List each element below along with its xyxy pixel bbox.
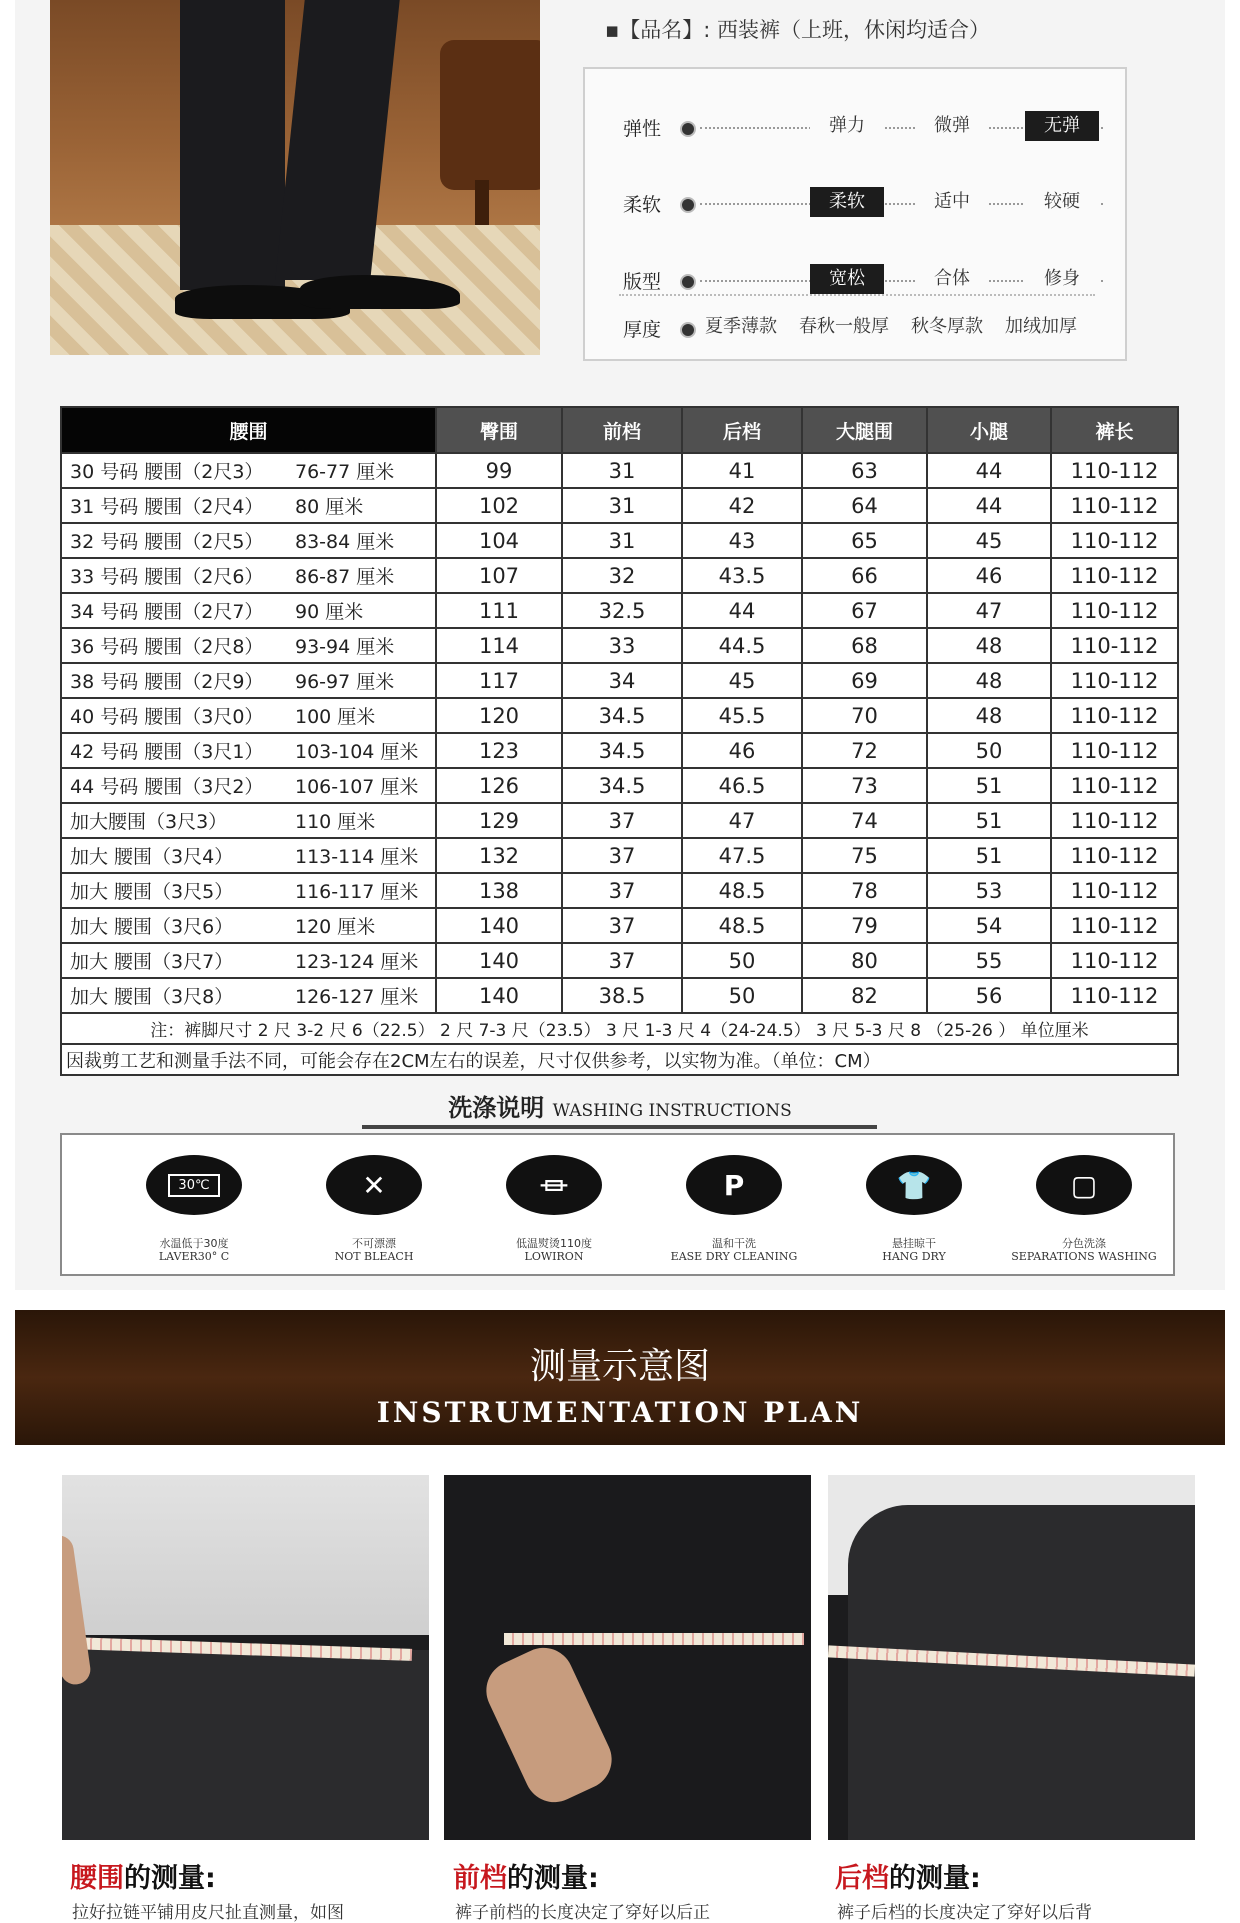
attr-row-softness [585, 182, 1125, 222]
hip-cell: 120 [436, 698, 562, 733]
size-label: 30 号码 腰围（2尺3） [70, 461, 264, 483]
waist-measure-photo [62, 1475, 429, 1840]
banner-title-en: INSTRUMENTATION PLAN [376, 1396, 864, 1429]
table-row [61, 698, 1178, 733]
wash-30-icon: 30℃ [146, 1155, 242, 1215]
thigh-cell: 74 [802, 803, 927, 838]
table-row [61, 838, 1178, 873]
calf-cell: 45 [927, 523, 1051, 558]
size-label: 32 号码 腰围（2尺5） [70, 531, 264, 553]
front-cell: 38.5 [562, 978, 682, 1013]
back-cell: 45.5 [682, 698, 802, 733]
front-rise-desc: 裤子前档的长度决定了穿好以后正 [455, 1903, 710, 1923]
wash-item [994, 1135, 1174, 1275]
hip-cell: 123 [436, 733, 562, 768]
size-label: 40 号码 腰围（3尺0） [70, 706, 264, 728]
attr-option: 适中 [915, 187, 989, 217]
waist-cm: 80 厘米 [295, 496, 364, 518]
trouser-leg-left [180, 0, 285, 290]
length-cell: 110-112 [1051, 488, 1178, 523]
front-cell: 34.5 [562, 768, 682, 803]
trousers-shape [444, 1475, 811, 1840]
bullet-icon [680, 322, 696, 338]
hang-dry-icon: 👕 [866, 1155, 962, 1215]
hip-cell: 140 [436, 943, 562, 978]
back-rise-desc: 裤子后档的长度决定了穿好以后背 [837, 1903, 1092, 1923]
back-cell: 41 [682, 453, 802, 488]
waist-cm: 113-114 厘米 [295, 846, 419, 868]
table-row [61, 873, 1178, 908]
table-row [61, 663, 1178, 698]
waist-cm: 120 厘米 [295, 916, 376, 938]
calf-cell: 53 [927, 873, 1051, 908]
back-cell: 43 [682, 523, 802, 558]
wash-label-en: HANG DRY [882, 1250, 946, 1263]
front-cell: 37 [562, 943, 682, 978]
size-label: 44 号码 腰围（3尺2） [70, 776, 264, 798]
attr-row-elasticity [585, 106, 1125, 146]
back-cell: 50 [682, 978, 802, 1013]
thigh-cell: 80 [802, 943, 927, 978]
attr-label: 弹性 [623, 118, 662, 140]
attr-row-thickness [585, 307, 1125, 347]
header-calf: 小腿 [927, 407, 1051, 453]
length-cell: 110-112 [1051, 698, 1178, 733]
attr-option: 修身 [1025, 264, 1099, 294]
thigh-cell: 75 [802, 838, 927, 873]
front-cell: 37 [562, 803, 682, 838]
waist-cm: 116-117 厘米 [295, 881, 419, 903]
hip-cell: 126 [436, 768, 562, 803]
length-cell: 110-112 [1051, 593, 1178, 628]
size-cell [61, 488, 436, 523]
wash-label-en: LOWIRON [524, 1250, 584, 1263]
back-cell: 48.5 [682, 908, 802, 943]
waist-cm: 86-87 厘米 [295, 566, 395, 588]
size-chart-table [60, 406, 1179, 1076]
wash-label-en: NOT BLEACH [334, 1250, 414, 1263]
size-cell [61, 453, 436, 488]
waist-cm: 123-124 厘米 [295, 951, 419, 973]
table-row [61, 523, 1178, 558]
table-row [61, 943, 1178, 978]
back-rise-measure-photo [828, 1475, 1195, 1840]
tolerance-note: 因裁剪工艺和测量手法不同，可能会存在2CM左右的误差，尺寸仅供参考，以实物为准。（单位：CM） [61, 1044, 1178, 1075]
back-cell: 48.5 [682, 873, 802, 908]
back-cell: 43.5 [682, 558, 802, 593]
size-cell [61, 558, 436, 593]
size-cell [61, 838, 436, 873]
size-label: 加大 腰围（3尺7） [70, 951, 234, 973]
calf-cell: 44 [927, 488, 1051, 523]
thigh-cell: 63 [802, 453, 927, 488]
thigh-cell: 64 [802, 488, 927, 523]
attr-option: 春秋一般厚 [790, 312, 898, 342]
thigh-cell: 70 [802, 698, 927, 733]
wash-item [284, 1135, 464, 1275]
thigh-cell: 69 [802, 663, 927, 698]
attr-option: 微弹 [915, 111, 989, 141]
attr-option-selected: 宽松 [810, 264, 884, 294]
length-cell: 110-112 [1051, 978, 1178, 1013]
calf-cell: 47 [927, 593, 1051, 628]
header-length: 裤长 [1051, 407, 1178, 453]
waist-cm: 126-127 厘米 [295, 986, 419, 1008]
calf-cell: 51 [927, 838, 1051, 873]
size-label: 42 号码 腰围（3尺1） [70, 741, 264, 763]
size-cell [61, 873, 436, 908]
attr-option-selected: 柔软 [810, 187, 884, 217]
attr-label: 版型 [623, 271, 662, 293]
hip-cell: 114 [436, 628, 562, 663]
back-cell: 47 [682, 803, 802, 838]
size-cell [61, 978, 436, 1013]
wash-item [644, 1135, 824, 1275]
size-label: 加大 腰围（3尺4） [70, 846, 234, 868]
calf-cell: 54 [927, 908, 1051, 943]
wash-label-zh: 低温熨烫110度 [516, 1237, 592, 1250]
calf-cell: 48 [927, 698, 1051, 733]
size-label: 加大腰围（3尺3） [70, 811, 228, 833]
table-row [61, 803, 1178, 838]
front-cell: 31 [562, 453, 682, 488]
hip-cell: 99 [436, 453, 562, 488]
size-label: 38 号码 腰围（2尺9） [70, 671, 264, 693]
calf-cell: 48 [927, 628, 1051, 663]
hip-cell: 129 [436, 803, 562, 838]
wash-label-zh: 不可漂漂 [352, 1237, 396, 1250]
thigh-cell: 68 [802, 628, 927, 663]
note-row [61, 1013, 1178, 1044]
waist-measure-caption: 腰围的测量: [70, 1863, 216, 1894]
thigh-cell: 79 [802, 908, 927, 943]
hip-cell: 117 [436, 663, 562, 698]
product-name: ▪【品名】: 西装裤（上班，休闲均适合） [605, 18, 990, 42]
back-cell: 45 [682, 663, 802, 698]
front-cell: 37 [562, 873, 682, 908]
tape-measure [504, 1633, 804, 1645]
length-cell: 110-112 [1051, 943, 1178, 978]
size-cell [61, 628, 436, 663]
wash-item [464, 1135, 644, 1275]
dry-clean-icon: P [686, 1155, 782, 1215]
back-cell: 46 [682, 733, 802, 768]
table-row [61, 733, 1178, 768]
length-cell: 110-112 [1051, 523, 1178, 558]
note-row [61, 1044, 1178, 1075]
attr-option: 加绒加厚 [997, 312, 1085, 342]
length-cell: 110-112 [1051, 908, 1178, 943]
back-rise-caption: 后档的测量: [835, 1863, 981, 1894]
front-cell: 33 [562, 628, 682, 663]
wash-label-zh: 悬挂晾干 [892, 1237, 936, 1250]
length-cell: 110-112 [1051, 733, 1178, 768]
attr-label: 厚度 [623, 319, 662, 341]
size-cell [61, 523, 436, 558]
front-cell: 34 [562, 663, 682, 698]
size-label: 33 号码 腰围（2尺6） [70, 566, 264, 588]
washing-title-zh: 洗涤说明 [448, 1094, 545, 1122]
size-cell [61, 908, 436, 943]
measurement-banner [15, 1310, 1225, 1445]
attr-option: 较硬 [1025, 187, 1099, 217]
wash-item [824, 1135, 1004, 1275]
size-cell [61, 803, 436, 838]
bullet-icon [680, 197, 696, 213]
header-thigh: 大腿围 [802, 407, 927, 453]
front-cell: 32 [562, 558, 682, 593]
wash-label-zh: 水温低于30度 [159, 1237, 229, 1250]
attr-label: 柔软 [623, 194, 662, 216]
back-cell: 47.5 [682, 838, 802, 873]
wash-label-en: EASE DRY CLEANING [670, 1250, 798, 1263]
washing-title [0, 1088, 1240, 1123]
hip-cell: 111 [436, 593, 562, 628]
header-waist: 腰围 [61, 407, 436, 453]
hip-cell: 132 [436, 838, 562, 873]
back-cell: 42 [682, 488, 802, 523]
hem-size-note: 注：裤脚尺寸 2 尺 3-2 尺 6（22.5） 2 尺 7-3 尺（23.5） 3 尺 1-3 尺 4（24-24.5） 3 尺 5-3 尺 8 （25-26 ） 单位厘米 [61, 1013, 1178, 1044]
waist-cm: 93-94 厘米 [295, 636, 395, 658]
washing-instructions-box [60, 1133, 1175, 1276]
separate-wash-icon: ▢ [1036, 1155, 1132, 1215]
trousers-shape [62, 1650, 429, 1840]
length-cell: 110-112 [1051, 768, 1178, 803]
size-label: 加大 腰围（3尺8） [70, 986, 234, 1008]
calf-cell: 50 [927, 733, 1051, 768]
thigh-cell: 67 [802, 593, 927, 628]
washing-title-underline [362, 1125, 877, 1129]
waist-cm: 100 厘米 [295, 706, 376, 728]
calf-cell: 55 [927, 943, 1051, 978]
front-cell: 31 [562, 488, 682, 523]
table-row [61, 908, 1178, 943]
back-cell: 44.5 [682, 628, 802, 663]
hip-cell: 140 [436, 978, 562, 1013]
wash-label-en: LAVER30° C [158, 1250, 230, 1263]
length-cell: 110-112 [1051, 873, 1178, 908]
low-iron-icon: ⏛ [506, 1155, 602, 1215]
attr-option: 夏季薄款 [697, 312, 785, 342]
waist-cm: 90 厘米 [295, 601, 364, 623]
calf-cell: 46 [927, 558, 1051, 593]
back-cell: 46.5 [682, 768, 802, 803]
size-label: 加大 腰围（3尺6） [70, 916, 234, 938]
table-row [61, 628, 1178, 663]
calf-cell: 51 [927, 803, 1051, 838]
thigh-cell: 73 [802, 768, 927, 803]
table-row [61, 593, 1178, 628]
washing-title-en: WASHING INSTRUCTIONS [552, 1101, 792, 1121]
bullet-icon [680, 121, 696, 137]
front-cell: 34.5 [562, 733, 682, 768]
dotted-separator [619, 294, 1095, 296]
thigh-cell: 66 [802, 558, 927, 593]
calf-cell: 51 [927, 768, 1051, 803]
no-bleach-icon: ✕ [326, 1155, 422, 1215]
table-row [61, 488, 1178, 523]
length-cell: 110-112 [1051, 453, 1178, 488]
wash-label-en: SEPARATIONS WASHING [1011, 1250, 1157, 1263]
size-cell [61, 663, 436, 698]
waist-cm: 106-107 厘米 [295, 776, 419, 798]
attr-option: 合体 [915, 264, 989, 294]
front-rise-measure-photo [444, 1475, 811, 1840]
front-cell: 31 [562, 523, 682, 558]
front-rise-caption: 前档的测量: [453, 1863, 599, 1894]
table-header-row [61, 407, 1178, 453]
calf-cell: 48 [927, 663, 1051, 698]
waist-cm: 110 厘米 [295, 811, 376, 833]
table-row [61, 558, 1178, 593]
hip-cell: 102 [436, 488, 562, 523]
header-back-rise: 后档 [682, 407, 802, 453]
waist-cm: 96-97 厘米 [295, 671, 395, 693]
bullet-icon [680, 274, 696, 290]
size-cell [61, 943, 436, 978]
attr-option-selected: 无弹 [1025, 111, 1099, 141]
attribute-box [583, 67, 1127, 361]
size-label: 31 号码 腰围（2尺4） [70, 496, 264, 518]
size-cell [61, 593, 436, 628]
back-cell: 50 [682, 943, 802, 978]
size-cell [61, 698, 436, 733]
product-photo [50, 0, 540, 355]
length-cell: 110-112 [1051, 628, 1178, 663]
back-cell: 44 [682, 593, 802, 628]
wash-item [104, 1135, 284, 1275]
armchair-shape [440, 40, 540, 190]
waist-cm: 76-77 厘米 [295, 461, 395, 483]
attr-row-fit [585, 259, 1125, 299]
size-cell [61, 733, 436, 768]
length-cell: 110-112 [1051, 838, 1178, 873]
front-cell: 37 [562, 838, 682, 873]
thigh-cell: 72 [802, 733, 927, 768]
header-front-rise: 前档 [562, 407, 682, 453]
header-hip: 臀围 [436, 407, 562, 453]
hip-cell: 140 [436, 908, 562, 943]
wall-shape [62, 1475, 429, 1635]
thigh-cell: 82 [802, 978, 927, 1013]
hip-cell: 138 [436, 873, 562, 908]
hip-cell: 104 [436, 523, 562, 558]
size-label: 34 号码 腰围（2尺7） [70, 601, 264, 623]
attr-option: 弹力 [810, 111, 884, 141]
calf-cell: 56 [927, 978, 1051, 1013]
attr-option: 秋冬厚款 [903, 312, 991, 342]
length-cell: 110-112 [1051, 803, 1178, 838]
front-cell: 32.5 [562, 593, 682, 628]
waist-measure-desc: 拉好拉链平铺用皮尺扯直测量，如图 [72, 1903, 344, 1923]
wash-label-zh: 温和干洗 [712, 1237, 756, 1250]
length-cell: 110-112 [1051, 558, 1178, 593]
waist-cm: 83-84 厘米 [295, 531, 395, 553]
size-label: 36 号码 腰围（2尺8） [70, 636, 264, 658]
wash-label-zh: 分色洗涤 [1062, 1237, 1106, 1250]
table-row [61, 768, 1178, 803]
calf-cell: 44 [927, 453, 1051, 488]
table-row [61, 453, 1178, 488]
thigh-cell: 65 [802, 523, 927, 558]
thigh-cell: 78 [802, 873, 927, 908]
front-cell: 37 [562, 908, 682, 943]
length-cell: 110-112 [1051, 663, 1178, 698]
hip-cell: 107 [436, 558, 562, 593]
banner-title-zh: 测量示意图 [529, 1346, 710, 1387]
front-cell: 34.5 [562, 698, 682, 733]
size-cell [61, 768, 436, 803]
size-label: 加大 腰围（3尺5） [70, 881, 234, 903]
table-row [61, 978, 1178, 1013]
waist-cm: 103-104 厘米 [295, 741, 419, 763]
